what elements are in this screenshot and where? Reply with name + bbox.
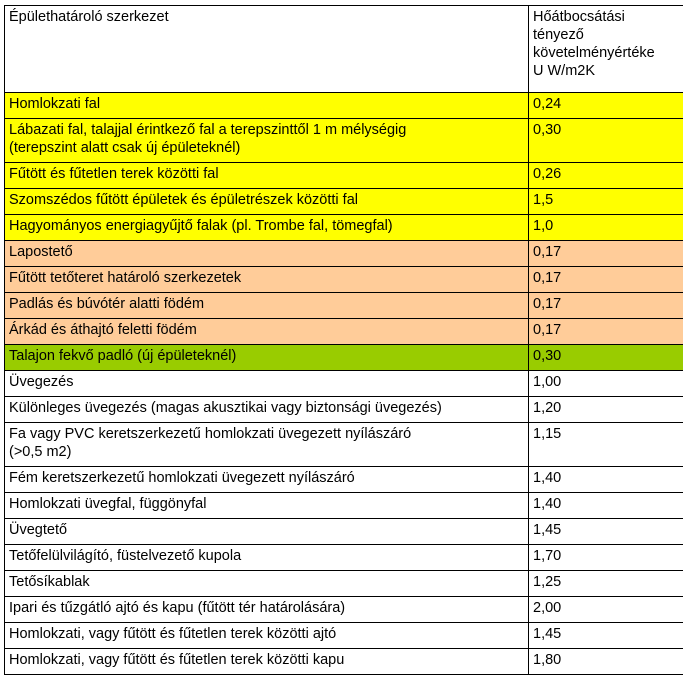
table-row: [5, 163, 683, 189]
table-row: [5, 397, 683, 423]
structure-cell: Homlokzati fal: [5, 93, 529, 119]
structure-cell: Fűtött tetőteret határoló szerkezetek: [5, 267, 529, 293]
u-value-cell: 0,24: [529, 93, 683, 119]
table-row: [5, 649, 683, 675]
structure-cell: Hagyományos energiagyűjtő falak (pl. Trombe fal, tömegfal): [5, 215, 529, 241]
table-row: [5, 519, 683, 545]
u-value-cell: 1,20: [529, 397, 683, 423]
structure-cell: Talajon fekvő padló (új épületeknél): [5, 345, 529, 371]
u-value-cell: 1,25: [529, 571, 683, 597]
u-value-cell: 0,17: [529, 241, 683, 267]
table-row: [5, 215, 683, 241]
table-row: [5, 423, 683, 467]
table-row: [5, 467, 683, 493]
structure-cell: Fém keretszerkezetű homlokzati üvegezett nyílászáró: [5, 467, 529, 493]
table-row: [5, 119, 683, 163]
structure-cell: Fa vagy PVC keretszerkezetű homlokzati üvegezett nyílászáró (>0,5 m2): [5, 423, 529, 467]
structure-cell: Tetősíkablak: [5, 571, 529, 597]
structure-cell: Különleges üvegezés (magas akusztikai vagy biztonsági üvegezés): [5, 397, 529, 423]
u-value-cell: 2,00: [529, 597, 683, 623]
u-value-cell: 1,0: [529, 215, 683, 241]
u-value-cell: 1,70: [529, 545, 683, 571]
table-row: [5, 571, 683, 597]
structure-cell: Árkád és áthajtó feletti födém: [5, 319, 529, 345]
u-value-cell: 0,17: [529, 319, 683, 345]
u-value-cell: 1,5: [529, 189, 683, 215]
structure-cell: Szomszédos fűtött épületek és épületrészek közötti fal: [5, 189, 529, 215]
u-value-cell: 1,45: [529, 623, 683, 649]
u-value-cell: 0,26: [529, 163, 683, 189]
structure-cell: Homlokzati, vagy fűtött és fűtetlen terek közötti kapu: [5, 649, 529, 675]
u-value-cell: 1,00: [529, 371, 683, 397]
structure-cell: Ipari és tűzgátló ajtó és kapu (fűtött tér határolására): [5, 597, 529, 623]
structure-cell: Üvegtető: [5, 519, 529, 545]
structure-cell: Padlás és búvótér alatti födém: [5, 293, 529, 319]
table-row: [5, 345, 683, 371]
structure-cell: Tetőfelülvilágító, füstelvezető kupola: [5, 545, 529, 571]
structure-cell: Fűtött és fűtetlen terek közötti fal: [5, 163, 529, 189]
u-value-cell: 0,17: [529, 293, 683, 319]
table-row: [5, 93, 683, 119]
structure-cell: Lapostető: [5, 241, 529, 267]
table-row: [5, 267, 683, 293]
header-u-value: Hőátbocsátási tényező követelményértéke U W/m2K: [529, 6, 683, 93]
u-value-cell: 0,30: [529, 119, 683, 163]
table-row: [5, 241, 683, 267]
u-value-cell: 0,17: [529, 267, 683, 293]
u-value-cell: 0,30: [529, 345, 683, 371]
header-structure: Épülethatároló szerkezet: [5, 6, 529, 93]
table-row: [5, 623, 683, 649]
table-row: [5, 371, 683, 397]
u-value-cell: 1,45: [529, 519, 683, 545]
structure-cell: Üvegezés: [5, 371, 529, 397]
u-value-requirements-table: [4, 5, 683, 675]
u-value-cell: 1,40: [529, 467, 683, 493]
structure-cell: Homlokzati, vagy fűtött és fűtetlen terek közötti ajtó: [5, 623, 529, 649]
table-row: [5, 493, 683, 519]
table-body: [5, 6, 683, 675]
table-row: [5, 293, 683, 319]
table-header-row: [5, 6, 683, 93]
table-row: [5, 545, 683, 571]
structure-cell: Homlokzati üvegfal, függönyfal: [5, 493, 529, 519]
table-row: [5, 319, 683, 345]
u-value-cell: 1,80: [529, 649, 683, 675]
table-row: [5, 597, 683, 623]
structure-cell: Lábazati fal, talajjal érintkező fal a terepszinttől 1 m mélységig (terepszint alatt csak új épületeknél): [5, 119, 529, 163]
table-row: [5, 189, 683, 215]
u-value-cell: 1,40: [529, 493, 683, 519]
u-value-cell: 1,15: [529, 423, 683, 467]
